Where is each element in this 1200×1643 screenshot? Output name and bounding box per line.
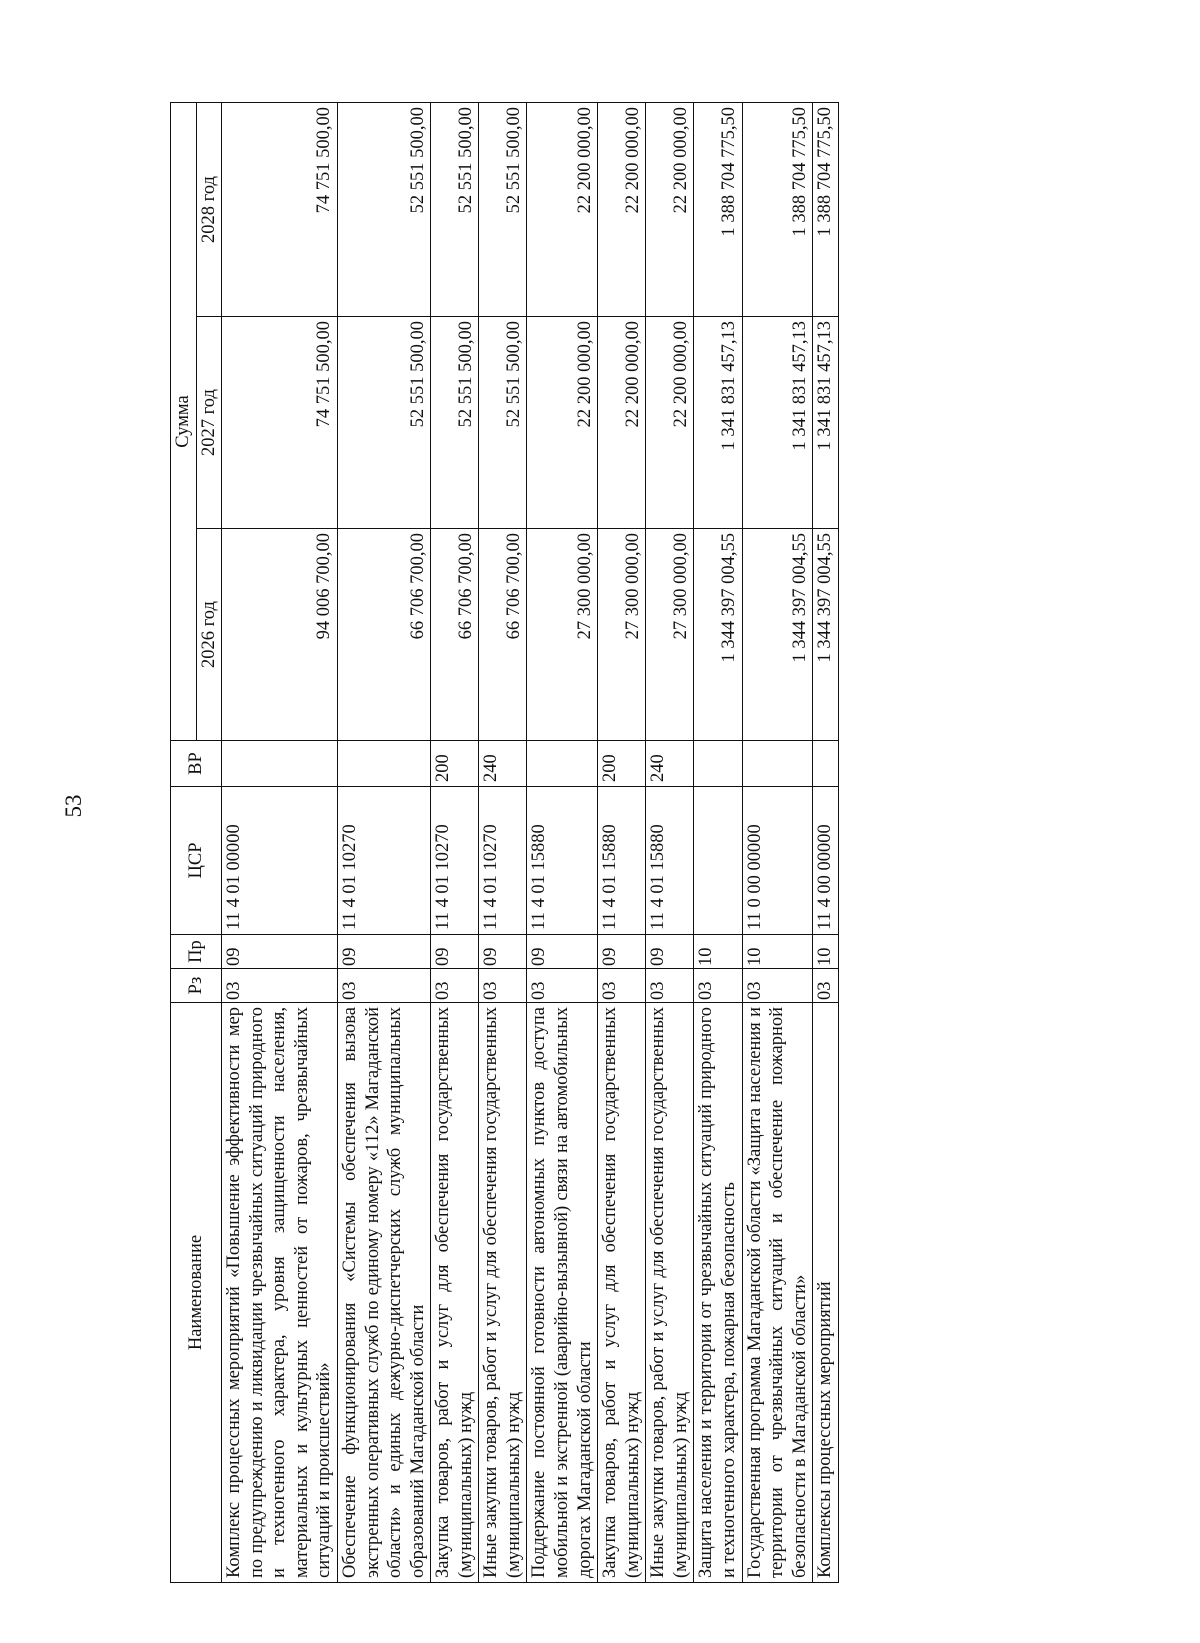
row-sum-2027: 74 751 500,00	[222, 317, 338, 529]
row-sum-2028: 1 388 704 775,50	[813, 102, 839, 316]
row-sum-2026: 27 300 000,00	[598, 529, 646, 741]
row-name: Комплекс процессных мероприятий «Повышение эффективности мер по предупреждению и ликвидации чрезвычайных ситуаций природного и техногенного характера, уровня защищенности населения, материальных и культурных ценностей от пожаров, чрезвычайных ситуаций и происшествий»	[222, 1003, 338, 1583]
row-sum-2026: 94 006 700,00	[222, 529, 338, 741]
row-name: Государственная программа Магаданской области «Защита населения и территории от чрезвычайных ситуаций и обеспечение пожарной безопасности в Магаданской области»	[742, 1003, 813, 1583]
row-sum-2028: 22 200 000,00	[646, 102, 694, 316]
row-sum-2027: 22 200 000,00	[527, 317, 598, 529]
row-csr: 11 4 01 15880	[527, 787, 598, 935]
row-sum-2027: 52 551 500,00	[479, 317, 527, 529]
table-row	[337, 102, 430, 1582]
row-sum-2028: 22 200 000,00	[527, 102, 598, 316]
row-pr: 09	[337, 935, 430, 969]
row-rz: 03	[813, 969, 839, 1003]
header-row-1	[171, 102, 197, 1582]
row-pr: 09	[527, 935, 598, 969]
row-rz: 03	[527, 969, 598, 1003]
row-vr	[222, 741, 338, 787]
row-rz: 03	[431, 969, 479, 1003]
row-vr: 240	[646, 741, 694, 787]
header-name: Наименование	[171, 1003, 222, 1583]
table-row	[431, 102, 479, 1582]
row-vr: 240	[479, 741, 527, 787]
row-rz: 03	[694, 969, 742, 1003]
table-row	[222, 102, 338, 1582]
row-pr: 09	[431, 935, 479, 969]
row-pr: 10	[742, 935, 813, 969]
row-pr: 09	[598, 935, 646, 969]
header-vr: ВР	[171, 741, 222, 787]
row-sum-2028: 52 551 500,00	[337, 102, 430, 316]
row-sum-2026: 1 344 397 004,55	[813, 529, 839, 741]
row-vr: 200	[598, 741, 646, 787]
table-row	[527, 102, 598, 1582]
row-pr: 10	[694, 935, 742, 969]
header-rz: Рз	[171, 969, 222, 1003]
row-csr: 11 4 01 10270	[479, 787, 527, 935]
row-name: Закупка товаров, работ и услуг для обеспечения государственных (муниципальных) нужд	[431, 1003, 479, 1583]
row-csr: 11 0 00 00000	[742, 787, 813, 935]
row-vr	[813, 741, 839, 787]
table-row	[694, 102, 742, 1582]
row-vr: 200	[431, 741, 479, 787]
row-sum-2026: 66 706 700,00	[431, 529, 479, 741]
header-sum: Сумма	[171, 102, 197, 740]
header-csr: ЦСР	[171, 787, 222, 935]
table-row	[742, 102, 813, 1582]
row-sum-2027: 1 341 831 457,13	[813, 317, 839, 529]
row-sum-2027: 22 200 000,00	[646, 317, 694, 529]
row-sum-2027: 52 551 500,00	[431, 317, 479, 529]
row-sum-2026: 66 706 700,00	[337, 529, 430, 741]
row-sum-2026: 27 300 000,00	[527, 529, 598, 741]
row-rz: 03	[646, 969, 694, 1003]
row-sum-2026: 66 706 700,00	[479, 529, 527, 741]
row-vr	[742, 741, 813, 787]
row-name: Иные закупки товаров, работ и услуг для обеспечения государственных (муниципальных) нужд	[479, 1003, 527, 1583]
row-csr: 11 4 00 00000	[813, 787, 839, 935]
row-sum-2027: 1 341 831 457,13	[694, 317, 742, 529]
row-sum-2027: 22 200 000,00	[598, 317, 646, 529]
row-pr: 09	[479, 935, 527, 969]
row-rz: 03	[479, 969, 527, 1003]
row-sum-2028: 1 388 704 775,50	[694, 102, 742, 316]
row-sum-2028: 22 200 000,00	[598, 102, 646, 316]
row-csr	[694, 787, 742, 935]
table-row	[479, 102, 527, 1582]
table-row	[646, 102, 694, 1582]
header-year-2028: 2028 год	[196, 102, 222, 316]
rotated-table-container	[170, 103, 1080, 1583]
table-row	[598, 102, 646, 1582]
row-name: Комплексы процессных мероприятий	[813, 1003, 839, 1583]
row-sum-2026: 1 344 397 004,55	[742, 529, 813, 741]
row-rz: 03	[742, 969, 813, 1003]
row-name: Поддержание постоянной готовности автономных пунктов доступа мобильной и экстренной (аварийно-вызывной) связи на автомобильных дорогах Магаданской области	[527, 1003, 598, 1583]
row-sum-2027: 52 551 500,00	[337, 317, 430, 529]
header-year-2026: 2026 год	[196, 529, 222, 741]
page-number: 53	[61, 794, 86, 818]
header-year-2027: 2027 год	[196, 317, 222, 529]
row-vr	[337, 741, 430, 787]
budget-table	[170, 102, 839, 1583]
row-vr	[527, 741, 598, 787]
row-pr: 09	[222, 935, 338, 969]
row-sum-2027: 1 341 831 457,13	[742, 317, 813, 529]
row-vr	[694, 741, 742, 787]
row-csr: 11 4 01 00000	[222, 787, 338, 935]
row-csr: 11 4 01 15880	[646, 787, 694, 935]
row-csr: 11 4 01 15880	[598, 787, 646, 935]
row-sum-2026: 1 344 397 004,55	[694, 529, 742, 741]
row-name: Иные закупки товаров, работ и услуг для обеспечения государственных (муниципальных) нужд	[646, 1003, 694, 1583]
row-sum-2026: 27 300 000,00	[646, 529, 694, 741]
row-sum-2028: 74 751 500,00	[222, 102, 338, 316]
table-body	[222, 102, 839, 1582]
row-sum-2028: 1 388 704 775,50	[742, 102, 813, 316]
row-name: Защита населения и территории от чрезвычайных ситуаций природного и техногенного характера, пожарная безопасность	[694, 1003, 742, 1583]
row-sum-2028: 52 551 500,00	[479, 102, 527, 316]
row-rz: 03	[337, 969, 430, 1003]
row-name: Закупка товаров, работ и услуг для обеспечения государственных (муниципальных) нужд	[598, 1003, 646, 1583]
row-pr: 09	[646, 935, 694, 969]
row-csr: 11 4 01 10270	[337, 787, 430, 935]
row-rz: 03	[222, 969, 338, 1003]
row-rz: 03	[598, 969, 646, 1003]
table-row	[813, 102, 839, 1582]
row-name: Обеспечение функционирования «Системы обеспечения вызова экстренных оперативных служб по единому номеру «112» Магаданской области» и единых дежурно-диспетчерских служб муниципальных образований Магаданской области	[337, 1003, 430, 1583]
row-sum-2028: 52 551 500,00	[431, 102, 479, 316]
row-csr: 11 4 01 10270	[431, 787, 479, 935]
header-pr: Пр	[171, 935, 222, 969]
row-pr: 10	[813, 935, 839, 969]
